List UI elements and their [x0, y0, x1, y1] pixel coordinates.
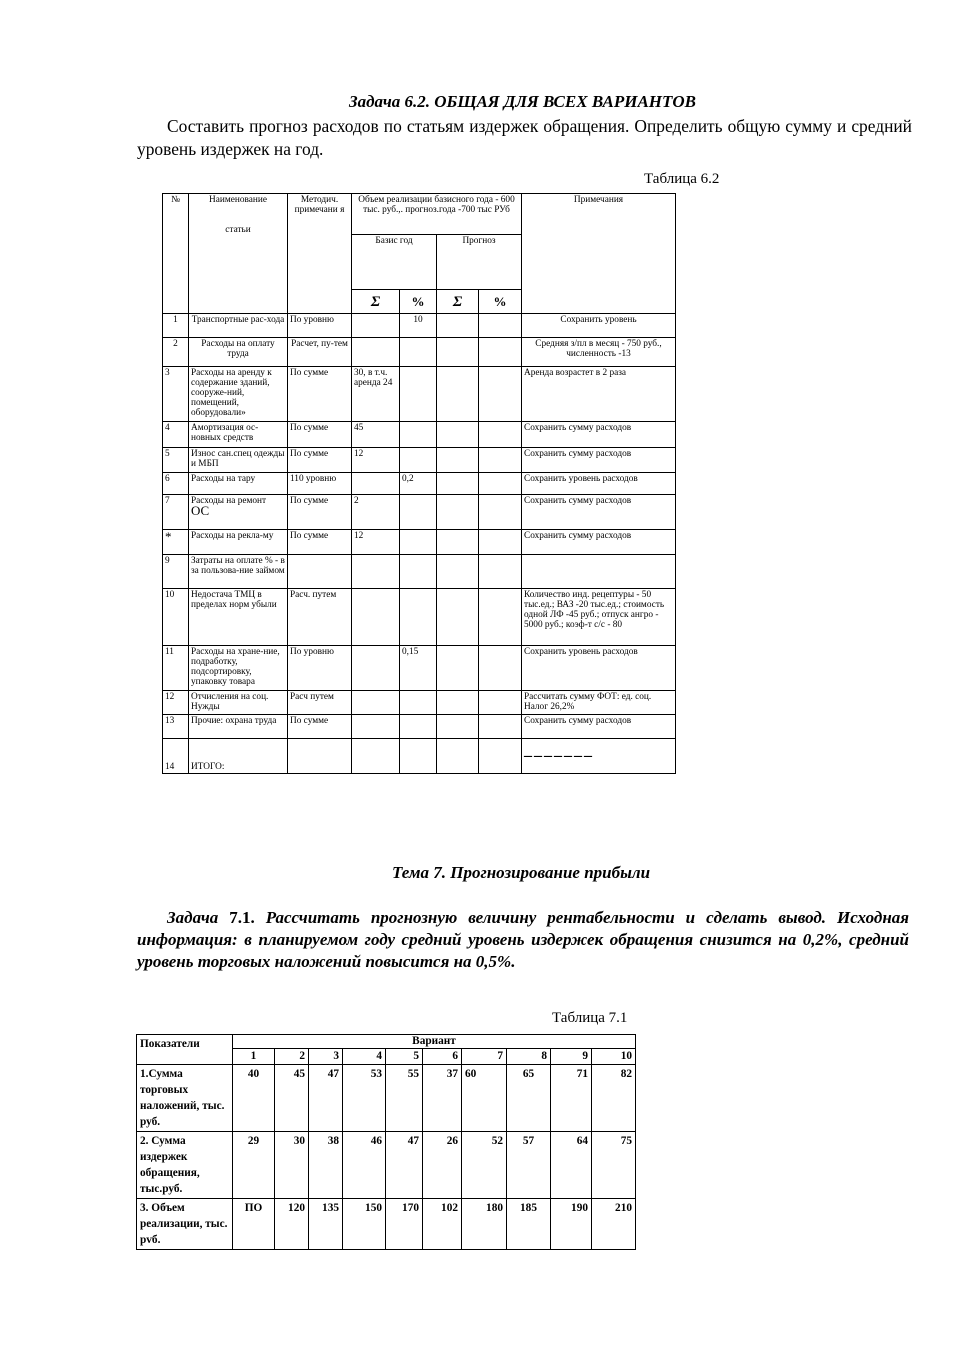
- cell-value: 46: [343, 1132, 386, 1199]
- forecast-pct: [479, 422, 522, 448]
- header-method: Методич. примечани я: [288, 194, 352, 314]
- row-method: По сумме: [288, 448, 352, 473]
- header-name-bottom: статьи: [225, 225, 251, 235]
- cell-value: 53: [343, 1065, 386, 1132]
- cell-value: 37: [423, 1065, 462, 1132]
- row-number: 9: [163, 555, 189, 589]
- forecast-sum: [437, 530, 479, 555]
- header-base-sum: Σ: [352, 290, 400, 314]
- variant-number: 10: [592, 1049, 636, 1065]
- row-name: [189, 495, 288, 530]
- forecast-sum: [437, 589, 479, 646]
- row-number: 6: [163, 473, 189, 495]
- base-sum: [352, 314, 400, 338]
- table-row: [163, 495, 676, 530]
- cell-value: 47: [386, 1132, 423, 1199]
- header-volume: Объем реализации базисного года - 600 тыс. руб.,. прогноз.года -700 тыс РУб: [352, 194, 522, 235]
- base-pct: [400, 338, 437, 367]
- base-sum: [352, 338, 400, 367]
- variant-number: 4: [343, 1049, 386, 1065]
- forecast-pct: [479, 715, 522, 739]
- forecast-pct: [479, 555, 522, 589]
- cell-value: 71: [551, 1065, 592, 1132]
- forecast-pct: [479, 691, 522, 715]
- task-6-2-title: Задача 6.2. ОБЩАЯ ДЛЯ ВСЕХ ВАРИАНТОВ: [348, 92, 697, 111]
- base-pct: [400, 448, 437, 473]
- row-name-line2: ОС: [191, 503, 210, 518]
- cell-value: 40: [233, 1065, 275, 1132]
- row-method: [288, 739, 352, 774]
- row-name: Прочие: охрана труда: [189, 715, 288, 739]
- forecast-sum: [437, 715, 479, 739]
- task-7-1-body: Рассчитать прогнозную величину рентабельности и сделать вывод. Исходная информация: в планируемом году средний уровень издержек обращения снизится на 0,2%, средний уровень торговых наложений повысится на 0,5%.: [137, 908, 910, 971]
- base-sum: [352, 646, 400, 691]
- task-7-1-text: [137, 907, 909, 973]
- variant-number: 7: [462, 1049, 507, 1065]
- variant-number: 5: [386, 1049, 423, 1065]
- base-pct: 0,15: [400, 646, 437, 691]
- base-sum: 45: [352, 422, 400, 448]
- forecast-sum: [437, 473, 479, 495]
- cell-value: 55: [386, 1065, 423, 1132]
- forecast-sum: [437, 367, 479, 422]
- row-name-line1: Расходы на ремонт: [191, 496, 267, 506]
- row-name: Износ сан.спец одежды и МБП: [189, 448, 288, 473]
- row-note: Сохранить сумму расходов: [522, 495, 676, 530]
- row-number: 5: [163, 448, 189, 473]
- cell-value: 102: [423, 1199, 462, 1250]
- row-number: 11: [163, 646, 189, 691]
- cell-value: 150: [343, 1199, 386, 1250]
- header-forecast-sum: Σ: [437, 290, 479, 314]
- row-note: Аренда возрастет в 2 раза: [522, 367, 676, 422]
- forecast-pct: [479, 530, 522, 555]
- row-name: Расходы на оплату труда: [189, 338, 288, 367]
- forecast-pct: [479, 646, 522, 691]
- cell-value: 38: [309, 1132, 343, 1199]
- table-row: [163, 448, 676, 473]
- cell-value: 180: [462, 1199, 507, 1250]
- base-pct: [400, 495, 437, 530]
- header-name-top: Наименование: [209, 195, 267, 205]
- row-number: 2: [163, 338, 189, 367]
- forecast-pct: [479, 314, 522, 338]
- cell-value: 47: [309, 1065, 343, 1132]
- table-row: [163, 555, 676, 589]
- row-number: 10: [163, 589, 189, 646]
- base-sum: 2: [352, 495, 400, 530]
- row-label: 1.Сумма торговых наложений, тыс. руб.: [137, 1065, 233, 1132]
- table-7-1: [136, 1034, 636, 1250]
- row-method: По сумме: [288, 495, 352, 530]
- cell-value: 45: [275, 1065, 309, 1132]
- header-notes: Примечания: [522, 194, 676, 314]
- row-name: Расходы на тару: [189, 473, 288, 495]
- base-sum: [352, 473, 400, 495]
- table-row: [163, 646, 676, 691]
- header-forecast-pct: %: [479, 290, 522, 314]
- base-pct: [400, 691, 437, 715]
- base-pct: [400, 422, 437, 448]
- header-name: [189, 194, 288, 314]
- task-7-1-label: Задача: [167, 908, 219, 927]
- row-method: По сумме: [288, 530, 352, 555]
- header-base-pct: %: [400, 290, 437, 314]
- forecast-pct: [479, 589, 522, 646]
- cell-value: ПО: [233, 1199, 275, 1250]
- forecast-pct: [479, 739, 522, 774]
- base-pct: 0,2: [400, 473, 437, 495]
- cell-value: 120: [275, 1199, 309, 1250]
- row-number: 7: [163, 495, 189, 530]
- cell-value: 210: [592, 1199, 636, 1250]
- variant-number: 1: [233, 1049, 275, 1065]
- base-pct: [400, 367, 437, 422]
- row-name: Расходы на рекла-му: [189, 530, 288, 555]
- forecast-pct: [479, 448, 522, 473]
- cell-value: 65: [507, 1065, 551, 1132]
- variant-number: 2: [275, 1049, 309, 1065]
- base-sum: [352, 555, 400, 589]
- table-row: [163, 739, 676, 774]
- row-name: Транспортные рас-ходa: [189, 314, 288, 338]
- theme-7-title: Тема 7. Прогнозирование прибыли: [391, 863, 651, 882]
- variant-number: 6: [423, 1049, 462, 1065]
- table-row: [137, 1199, 636, 1250]
- row-method: Расч путем: [288, 691, 352, 715]
- cell-value: 135: [309, 1199, 343, 1250]
- row-note: Сохранить сумму расходов: [522, 448, 676, 473]
- base-pct: [400, 715, 437, 739]
- cell-value: 29: [233, 1132, 275, 1199]
- row-name: Недостача ТМЦ в пределах норм убыли: [189, 589, 288, 646]
- table-row: [163, 422, 676, 448]
- header-number: №: [163, 194, 189, 314]
- forecast-sum: [437, 495, 479, 530]
- base-pct: 10: [400, 314, 437, 338]
- forecast-pct: [479, 473, 522, 495]
- row-name: Отчисления на соц. Нужды: [189, 691, 288, 715]
- base-pct: [400, 589, 437, 646]
- variant-number: 9: [551, 1049, 592, 1065]
- row-note: Рассчитать сумму ФОТ: ед. соц. Налог 26,2%: [522, 691, 676, 715]
- row-name: Расходы на аренду к содержание зданий, сооруже-ний, помещений, оборудовали»: [189, 367, 288, 422]
- row-note: Сохранить сумму расходов: [522, 715, 676, 739]
- row-note: Сохранить уровень расходов: [522, 646, 676, 691]
- forecast-sum: [437, 314, 479, 338]
- header-forecast: Прогноз: [437, 235, 522, 290]
- table-row: [163, 367, 676, 422]
- cell-value: 64: [551, 1132, 592, 1199]
- base-pct: [400, 739, 437, 774]
- table-6-2: [162, 193, 676, 774]
- row-number: 13: [163, 715, 189, 739]
- cell-value: 30: [275, 1132, 309, 1199]
- table-7-1-caption: Таблица 7.1: [552, 1010, 628, 1026]
- row-number: 12: [163, 691, 189, 715]
- row-method: [288, 555, 352, 589]
- table-row: [137, 1132, 636, 1199]
- forecast-pct: [479, 495, 522, 530]
- row-number: 14: [163, 739, 189, 774]
- base-sum: [352, 589, 400, 646]
- forecast-sum: [437, 422, 479, 448]
- row-note: Сохранить уровень: [522, 314, 676, 338]
- row-number: 3: [163, 367, 189, 422]
- base-sum: 30, в т.ч. аренда 24: [352, 367, 400, 422]
- table-row: [137, 1065, 636, 1132]
- base-sum: [352, 715, 400, 739]
- variant-number: 3: [309, 1049, 343, 1065]
- row-number: *: [163, 530, 189, 555]
- cell-value: 185: [507, 1199, 551, 1250]
- row-name: Расходы на хране-ние, подработку, подсортировку, упаковку товара: [189, 646, 288, 691]
- table-row: [163, 530, 676, 555]
- row-name: Амортизация ос-новных средств: [189, 422, 288, 448]
- cell-value: 52: [462, 1132, 507, 1199]
- row-note: Сохранить сумму расходов: [522, 422, 676, 448]
- row-note: Сохранить уровень расходов: [522, 473, 676, 495]
- row-label: 3. Объем реализации, тыс. pvб.: [137, 1199, 233, 1250]
- row-method: По сумме: [288, 367, 352, 422]
- task-6-2-text: Составить прогноз расходов по статьям издержек обращения. Определить общую сумму и средний уровень издержек на год.: [137, 116, 912, 159]
- row-label: 2. Сумма издержек обращения, тыс.руб.: [137, 1132, 233, 1199]
- cell-value: 75: [592, 1132, 636, 1199]
- forecast-sum: [437, 739, 479, 774]
- base-sum: 12: [352, 530, 400, 555]
- row-number: 4: [163, 422, 189, 448]
- cell-value: 170: [386, 1199, 423, 1250]
- forecast-sum: [437, 646, 479, 691]
- table-row: [163, 715, 676, 739]
- row-method: По сумме: [288, 715, 352, 739]
- base-pct: [400, 555, 437, 589]
- forecast-sum: [437, 691, 479, 715]
- row-number: 1: [163, 314, 189, 338]
- row-method: По уровню: [288, 646, 352, 691]
- base-sum: [352, 691, 400, 715]
- row-method: По уровню: [288, 314, 352, 338]
- cell-value: 82: [592, 1065, 636, 1132]
- row-name: Затраты на оплате % - в за пользова-ние займом: [189, 555, 288, 589]
- cell-value: 26: [423, 1132, 462, 1199]
- table-6-2-caption: Таблица 6.2: [644, 171, 720, 187]
- forecast-pct: [479, 338, 522, 367]
- cell-value: 57: [507, 1132, 551, 1199]
- forecast-sum: [437, 338, 479, 367]
- forecast-sum: [437, 448, 479, 473]
- base-sum: [352, 739, 400, 774]
- base-sum: 12: [352, 448, 400, 473]
- base-pct: [400, 530, 437, 555]
- cell-value: 190: [551, 1199, 592, 1250]
- table-row: [163, 338, 676, 367]
- row-note: [522, 555, 676, 589]
- table-row: [163, 473, 676, 495]
- row-note: Сохранить сумму расходов: [522, 530, 676, 555]
- row-method: Расч. путем: [288, 589, 352, 646]
- row-method: 110 уровню: [288, 473, 352, 495]
- forecast-pct: [479, 367, 522, 422]
- row-note: Количество инд. рецептуры - 50 тыс.ед.; ВАЗ -20 тыс.ед.; стоимость одной ЛФ -45 руб.; отпуск ангро - 5000 руб.; коэф-т с/с - 80: [522, 589, 676, 646]
- table-row: [163, 589, 676, 646]
- row-name: ИТОГО:: [189, 739, 288, 774]
- table-row: [163, 314, 676, 338]
- table-row: [163, 691, 676, 715]
- cell-value: 60: [462, 1065, 507, 1132]
- header-variant: Вариант: [233, 1035, 636, 1049]
- forecast-sum: [437, 555, 479, 589]
- header-base-year: Базис год: [352, 235, 437, 290]
- task-7-1-number: 7.1.: [229, 908, 255, 927]
- row-method: Расчет, пу-тем: [288, 338, 352, 367]
- row-note: –––––––: [522, 739, 676, 774]
- variant-number: 8: [507, 1049, 551, 1065]
- row-note: Средняя з/пл в месяц - 750 руб., численность -13: [522, 338, 676, 367]
- row-method: По сумме: [288, 422, 352, 448]
- header-indicators: Показатели: [137, 1035, 233, 1065]
